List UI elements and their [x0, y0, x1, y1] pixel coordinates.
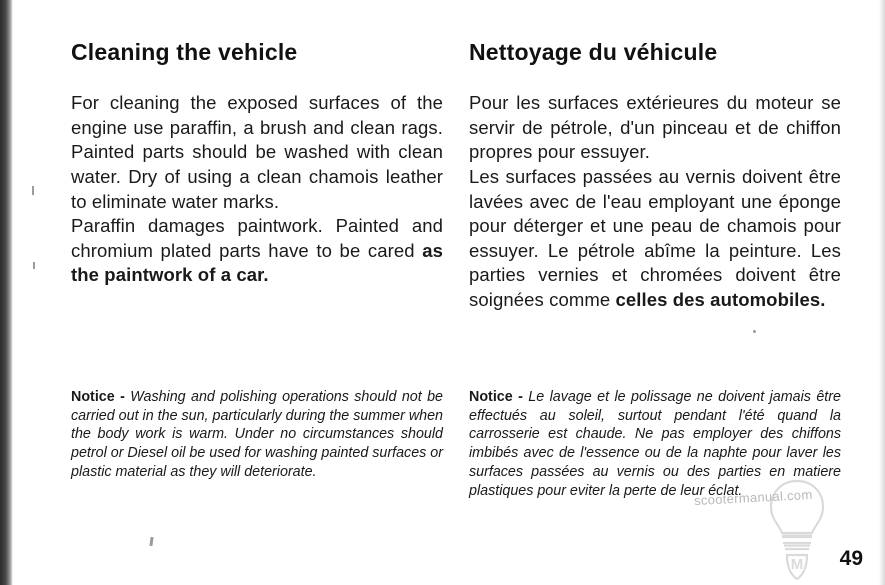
body-english [71, 91, 443, 288]
paragraph-french-2-bold: celles des automobiles. [615, 289, 826, 311]
column-english [71, 40, 443, 288]
notice-english-label: Notice - [71, 389, 131, 405]
paragraph-english-2-plain: Paraffin damages paintwork. Painted and chromium plated parts have to be cared [71, 215, 443, 261]
page-edge-shadow-left [0, 0, 13, 585]
scan-speck [33, 262, 35, 269]
notice-french-label: Notice - [469, 389, 529, 405]
notice-french-text: Le lavage et le polissage ne doivent jamais être effectués au soleil, surtout pendant l'été quand la carrosserie est chaude. Ne pas employer des chiffons imbibés avec de l'essence ou de la naphte pour laver les surfaces passées au vernis ou des parties en matiere plastiques pour eviter la perte de leur éclat. [469, 389, 841, 499]
paragraph-english-1: For cleaning the exposed surfaces of the engine use paraffin, a brush and clean rags. Painted parts should be washed with clean water. Dry of using a clean chamois leather to eliminate water marks. [71, 92, 443, 212]
watermark-label: scootermanual.com [694, 486, 814, 509]
page-number: 49 [839, 547, 863, 570]
scan-speck [32, 186, 34, 195]
scanned-page [13, 0, 885, 585]
page-title-french: Nettoyage du véhicule [469, 39, 718, 65]
bulb-logo-icon [761, 475, 833, 585]
notice-english-text: Washing and polishing operations should not be carried out in the sun, particularly during the summer when the body work is warm. Under no circumstances should petrol or Diesel oil be used for washing painted surfaces or plastic material as they will deteriorate. [71, 389, 443, 480]
paragraph-english-2 [71, 214, 443, 288]
svg-text:M: M [790, 556, 804, 573]
paragraph-english-2-bold: as the paintwork of a car. [71, 239, 443, 286]
column-french [469, 40, 841, 313]
paragraph-french-2-plain: Les surfaces passées au vernis doivent être lavées avec de l'eau employant une éponge pour déterger et une peau de chamois pour essuyer. Le pétrole abîme la peinture. Les parties vernies et chromées doivent être soignées comme [469, 166, 841, 311]
paragraph-french-1: Pour les surfaces extérieures du moteur se servir de pétrole, d'un pinceau et de chiffon propres pour essuyer. [469, 92, 841, 163]
body-french [469, 91, 841, 312]
notice-english [71, 388, 443, 482]
page-title-english: Cleaning the vehicle [71, 39, 298, 65]
scan-speck [753, 330, 756, 333]
paragraph-french-2 [469, 165, 841, 313]
